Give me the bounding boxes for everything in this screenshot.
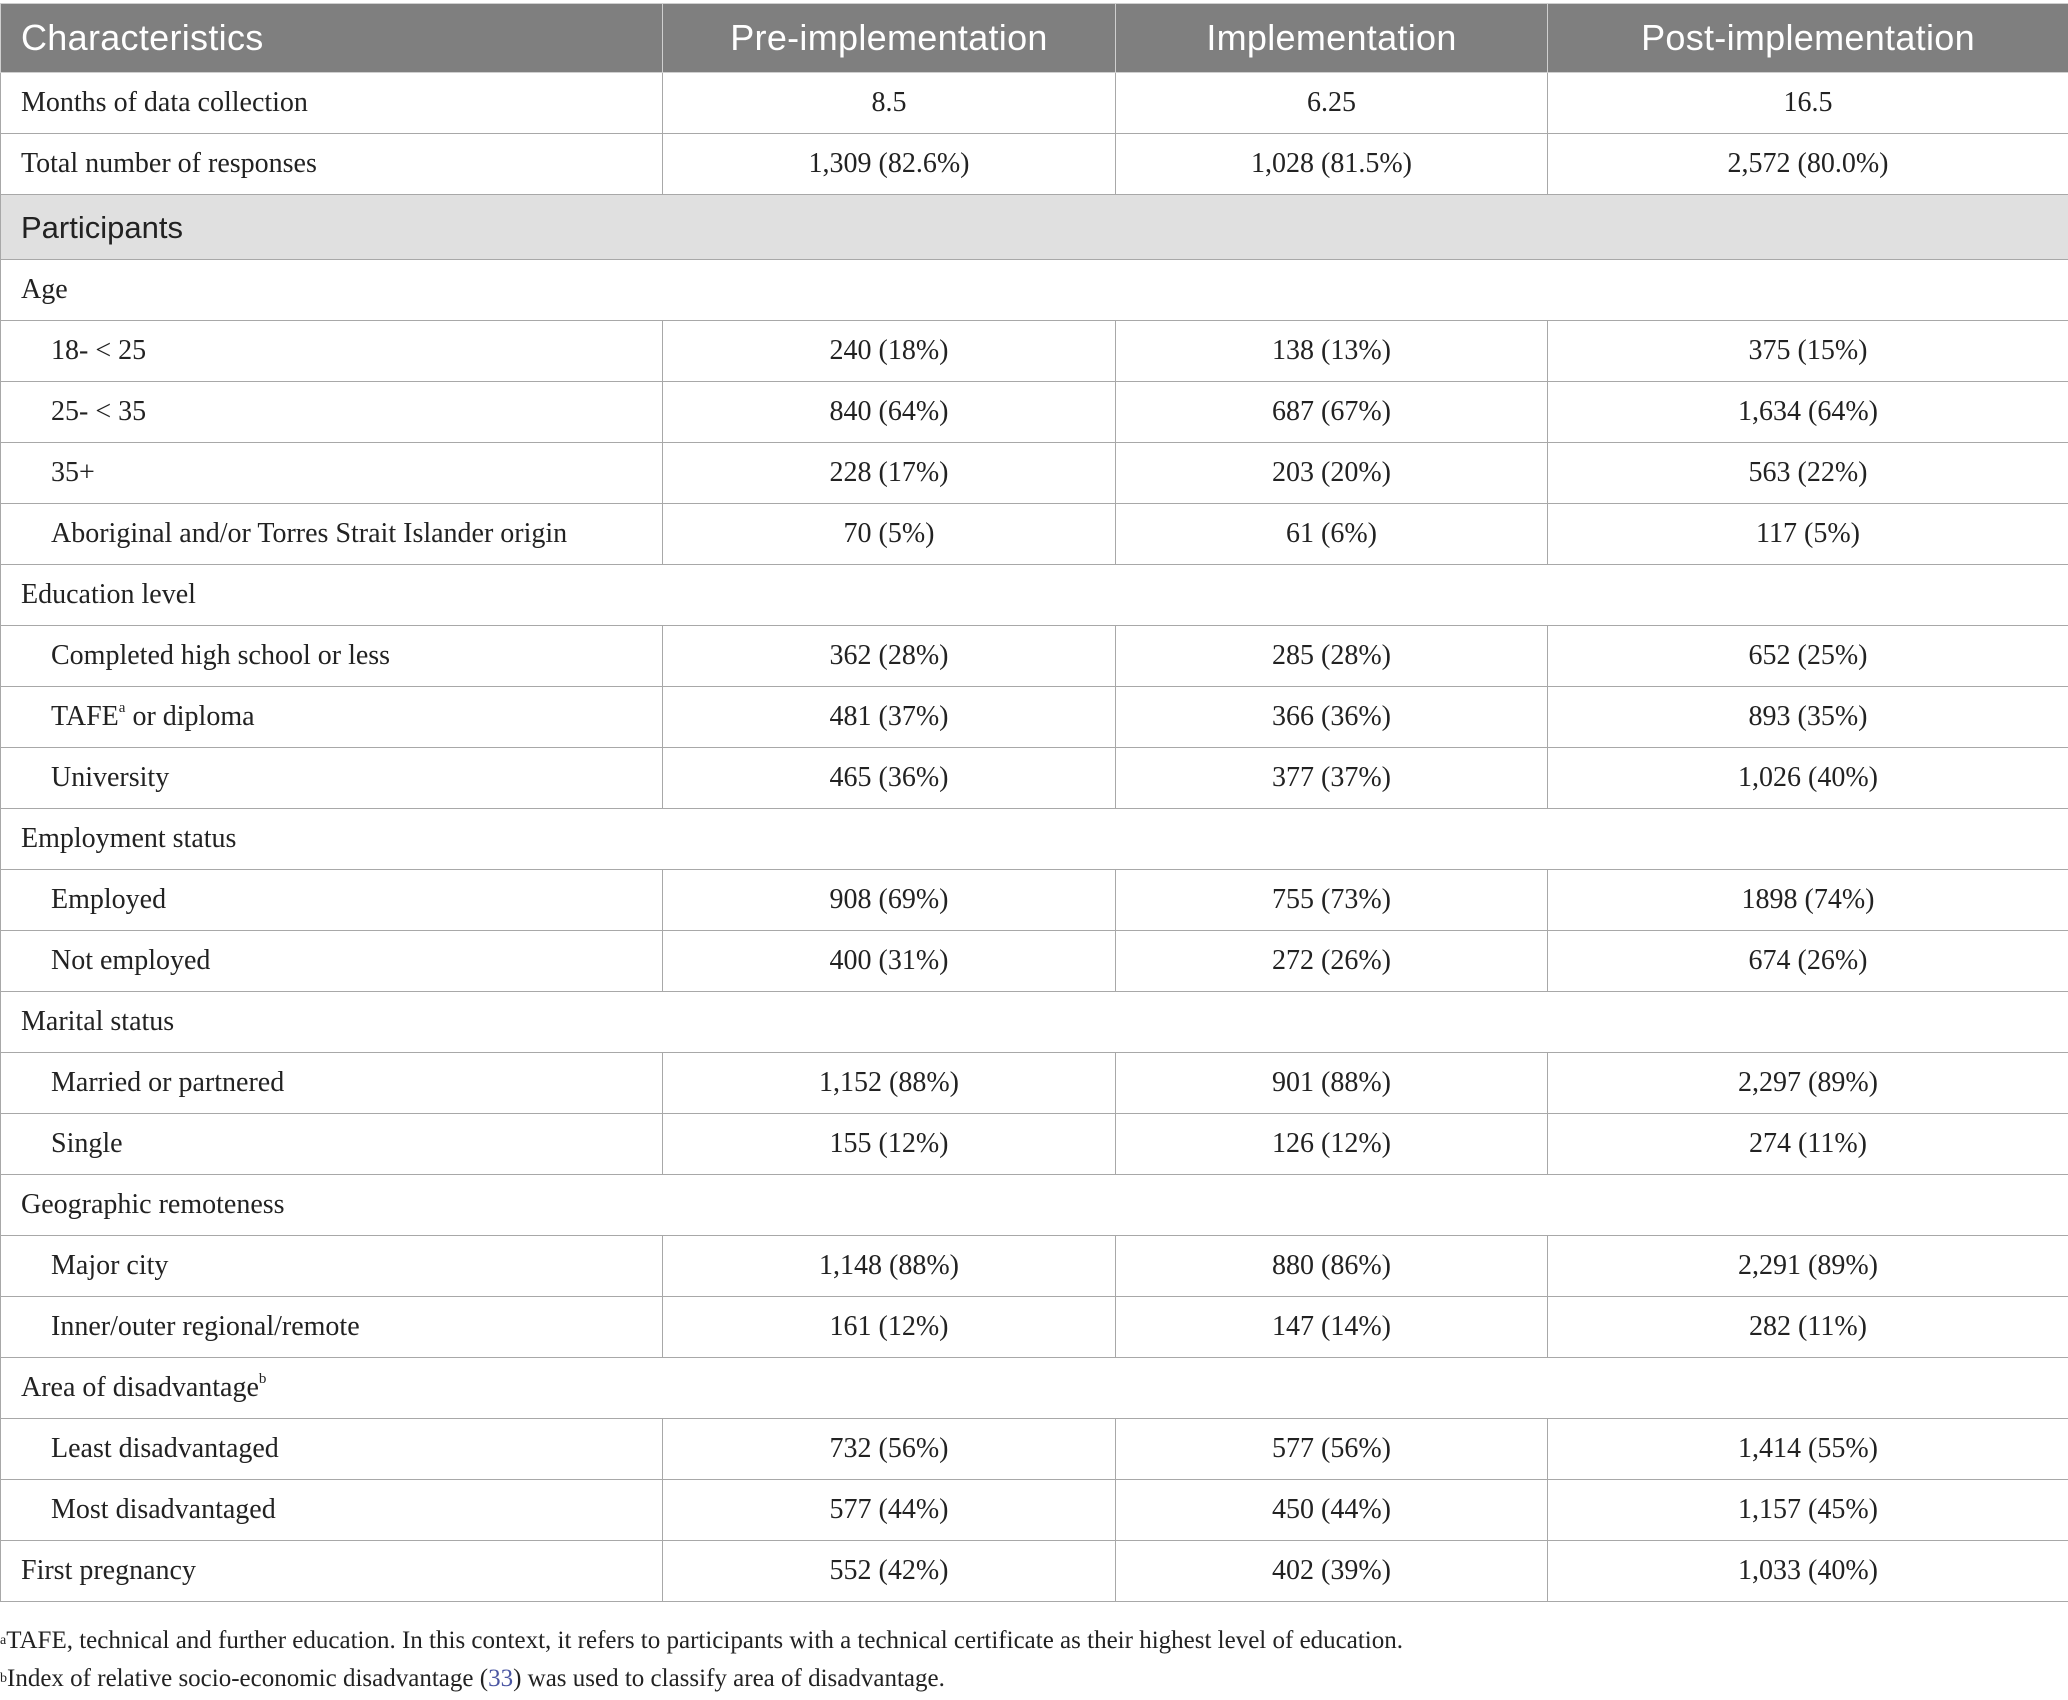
cell-pre-implementation: 481 (37%): [663, 687, 1116, 748]
header-characteristics: Characteristics: [1, 4, 663, 73]
section-row: [1, 195, 2068, 260]
cell-implementation: 687 (67%): [1116, 382, 1548, 443]
cell-post-implementation: 1,414 (55%): [1548, 1419, 2068, 1480]
row-label-text: Total number of responses: [21, 148, 317, 179]
footnote-text: ) was used to classify area of disadvantage.: [513, 1665, 945, 1692]
table-row: [1, 1541, 2068, 1602]
row-label: [1, 1541, 663, 1602]
group-row: [1, 565, 2068, 626]
row-label: [1, 626, 663, 687]
row-label: [1, 748, 663, 809]
cell-pre-implementation: 732 (56%): [663, 1419, 1116, 1480]
table-row: [1, 1236, 2068, 1297]
cell-post-implementation: 1,634 (64%): [1548, 382, 2068, 443]
table-row: [1, 443, 2068, 504]
characteristics-table-container: [0, 3, 2068, 1602]
cell-pre-implementation: 840 (64%): [663, 382, 1116, 443]
cell-post-implementation: 893 (35%): [1548, 687, 2068, 748]
row-label: [1, 1236, 663, 1297]
footnote-text: TAFE, technical and further education. In this context, it refers to participants with a technical certificate as their highest level of education.: [6, 1627, 1403, 1654]
table-row: [1, 1480, 2068, 1541]
row-label-text: Married or partnered: [51, 1067, 285, 1098]
row-label-text: Single: [51, 1128, 123, 1159]
cell-pre-implementation: 161 (12%): [663, 1297, 1116, 1358]
cell-implementation: 203 (20%): [1116, 443, 1548, 504]
cell-implementation: 402 (39%): [1116, 1541, 1548, 1602]
row-label-text: University: [51, 762, 170, 793]
row-label: [1, 1419, 663, 1480]
cell-implementation: 366 (36%): [1116, 687, 1548, 748]
row-label-text: Aboriginal and/or Torres Strait Islander origin: [51, 518, 568, 549]
table-row: [1, 321, 2068, 382]
cell-post-implementation: 2,572 (80.0%): [1548, 134, 2068, 195]
row-label: [1, 1480, 663, 1541]
row-label-text: Least disadvantaged: [51, 1433, 279, 1464]
cell-implementation: 755 (73%): [1116, 870, 1548, 931]
row-label-text: Major city: [51, 1250, 169, 1281]
row-label-text: 25- < 35: [51, 396, 147, 427]
table-row: [1, 870, 2068, 931]
row-label: [1, 1053, 663, 1114]
group-row: [1, 809, 2068, 870]
cell-implementation: 880 (86%): [1116, 1236, 1548, 1297]
row-label: [1, 443, 663, 504]
table-row: [1, 504, 2068, 565]
table-row: [1, 382, 2068, 443]
table-row: [1, 1053, 2068, 1114]
cell-implementation: 450 (44%): [1116, 1480, 1548, 1541]
cell-post-implementation: 16.5: [1548, 73, 2068, 134]
row-label: [1, 134, 663, 195]
cell-pre-implementation: 552 (42%): [663, 1541, 1116, 1602]
table-row: [1, 1114, 2068, 1175]
row-label-text: Employed: [51, 884, 167, 915]
reference-link[interactable]: 33: [488, 1665, 514, 1692]
cell-implementation: 272 (26%): [1116, 931, 1548, 992]
characteristics-table: [0, 3, 2068, 1602]
cell-post-implementation: 563 (22%): [1548, 443, 2068, 504]
cell-post-implementation: 1,033 (40%): [1548, 1541, 2068, 1602]
table-row: [1, 626, 2068, 687]
footnote-marker: a: [118, 700, 126, 716]
table-row: [1, 1297, 2068, 1358]
table-header: [1, 4, 2068, 73]
group-label: [1, 565, 2068, 626]
cell-pre-implementation: 577 (44%): [663, 1480, 1116, 1541]
footnote-marker: a: [0, 1633, 7, 1648]
cell-pre-implementation: 1,309 (82.6%): [663, 134, 1116, 195]
group-label-text: Employment status: [21, 823, 237, 854]
row-label-text: TAFE: [51, 701, 119, 732]
row-label: [1, 1297, 663, 1358]
cell-post-implementation: 1,026 (40%): [1548, 748, 2068, 809]
cell-post-implementation: 282 (11%): [1548, 1297, 2068, 1358]
group-row: [1, 992, 2068, 1053]
cell-post-implementation: 674 (26%): [1548, 931, 2068, 992]
cell-post-implementation: 375 (15%): [1548, 321, 2068, 382]
cell-pre-implementation: 70 (5%): [663, 504, 1116, 565]
footnote-marker: b: [258, 1371, 267, 1387]
cell-post-implementation: 117 (5%): [1548, 504, 2068, 565]
cell-pre-implementation: 228 (17%): [663, 443, 1116, 504]
row-label-text: Most disadvantaged: [51, 1494, 276, 1525]
cell-pre-implementation: 240 (18%): [663, 321, 1116, 382]
row-label-text: First pregnancy: [21, 1555, 196, 1586]
header-post-implementation: Post-implementation: [1548, 4, 2068, 73]
table-row: [1, 1419, 2068, 1480]
cell-pre-implementation: 1,148 (88%): [663, 1236, 1116, 1297]
group-label: [1, 1358, 2068, 1419]
cell-post-implementation: 2,291 (89%): [1548, 1236, 2068, 1297]
group-row: [1, 260, 2068, 321]
cell-implementation: 901 (88%): [1116, 1053, 1548, 1114]
footnote-a: [0, 1622, 2068, 1660]
row-label: [1, 73, 663, 134]
row-label: [1, 687, 663, 748]
cell-implementation: 138 (13%): [1116, 321, 1548, 382]
footnote-text: Index of relative socio-economic disadvantage (: [7, 1665, 489, 1692]
cell-implementation: 577 (56%): [1116, 1419, 1548, 1480]
cell-implementation: 6.25: [1116, 73, 1548, 134]
row-label: [1, 382, 663, 443]
cell-pre-implementation: 1,152 (88%): [663, 1053, 1116, 1114]
row-label-text: 35+: [51, 457, 95, 488]
header-row: [1, 4, 2068, 73]
group-label-text: Education level: [21, 579, 196, 610]
cell-post-implementation: 1,157 (45%): [1548, 1480, 2068, 1541]
group-label-text: Geographic remoteness: [21, 1189, 285, 1220]
cell-pre-implementation: 465 (36%): [663, 748, 1116, 809]
table-row: [1, 134, 2068, 195]
row-label: [1, 321, 663, 382]
table-row: [1, 687, 2068, 748]
header-implementation: Implementation: [1116, 4, 1548, 73]
row-label-text: Inner/outer regional/remote: [51, 1311, 360, 1342]
cell-post-implementation: 2,297 (89%): [1548, 1053, 2068, 1114]
group-label: [1, 809, 2068, 870]
cell-implementation: 377 (37%): [1116, 748, 1548, 809]
cell-pre-implementation: 362 (28%): [663, 626, 1116, 687]
row-label-text: 18- < 25: [51, 335, 147, 366]
cell-pre-implementation: 155 (12%): [663, 1114, 1116, 1175]
group-label-text: Area of disadvantage: [21, 1372, 259, 1403]
cell-implementation: 1,028 (81.5%): [1116, 134, 1548, 195]
row-label: [1, 870, 663, 931]
cell-post-implementation: 1898 (74%): [1548, 870, 2068, 931]
cell-pre-implementation: 400 (31%): [663, 931, 1116, 992]
row-label-text: Completed high school or less: [51, 640, 391, 671]
cell-implementation: 147 (14%): [1116, 1297, 1548, 1358]
table-row: [1, 931, 2068, 992]
row-label: [1, 931, 663, 992]
table-body: [1, 73, 2068, 1602]
footnote-marker: b: [0, 1671, 7, 1686]
cell-implementation: 126 (12%): [1116, 1114, 1548, 1175]
table-row: [1, 748, 2068, 809]
cell-pre-implementation: 8.5: [663, 73, 1116, 134]
footnote-b: [0, 1660, 2068, 1698]
row-label-text: or diploma: [125, 701, 255, 732]
row-label: [1, 1114, 663, 1175]
footnotes: [0, 1622, 2068, 1698]
cell-pre-implementation: 908 (69%): [663, 870, 1116, 931]
row-label-text: Months of data collection: [21, 87, 308, 118]
group-label: [1, 1175, 2068, 1236]
group-label: [1, 992, 2068, 1053]
group-label-text: Age: [21, 274, 68, 305]
cell-implementation: 285 (28%): [1116, 626, 1548, 687]
header-pre-implementation: Pre-implementation: [663, 4, 1116, 73]
cell-post-implementation: 274 (11%): [1548, 1114, 2068, 1175]
cell-implementation: 61 (6%): [1116, 504, 1548, 565]
cell-post-implementation: 652 (25%): [1548, 626, 2068, 687]
group-row: [1, 1175, 2068, 1236]
group-label-text: Marital status: [21, 1006, 175, 1037]
table-row: [1, 73, 2068, 134]
row-label-text: Not employed: [51, 945, 211, 976]
group-label: [1, 260, 2068, 321]
section-label: Participants: [1, 195, 2068, 260]
row-label: [1, 504, 663, 565]
group-row: [1, 1358, 2068, 1419]
